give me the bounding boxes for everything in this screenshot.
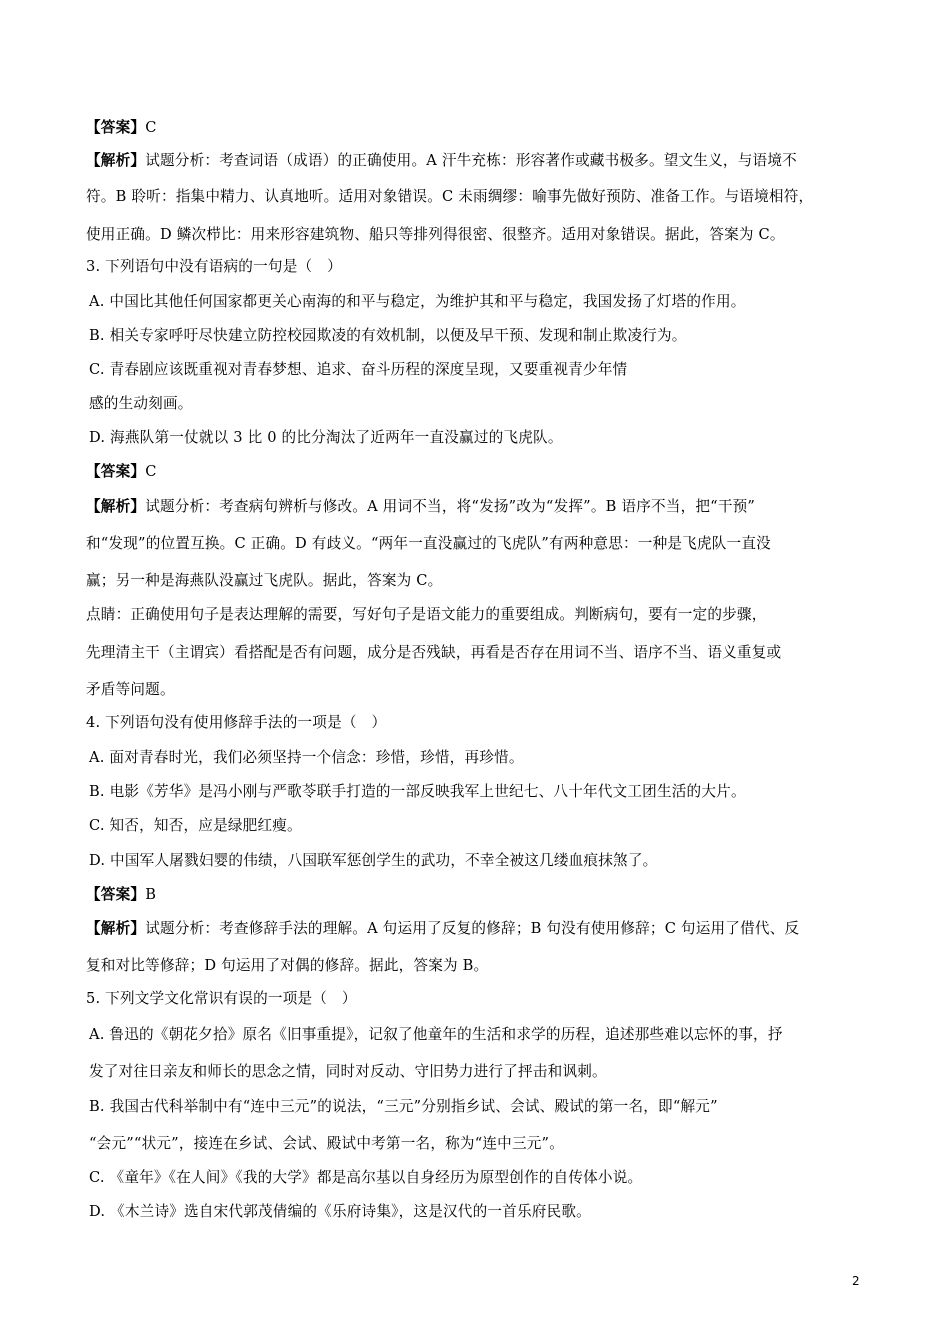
analysis-line: 【解析】试题分析：考查病句辨析与修改。A 用词不当，将“发扬”改为“发挥”。B 语序不当，把“干预” bbox=[86, 498, 756, 515]
page-number: 2 bbox=[852, 1274, 860, 1288]
analysis-line: 赢；另一种是海燕队没赢过飞虎队。据此，答案为 C。 bbox=[86, 572, 443, 589]
option-d: D. 中国军人屠戮妇婴的伟绩，八国联军惩创学生的武功，不幸全被这几缕血痕抹煞了。 bbox=[89, 852, 658, 869]
answer-label: 【答案】C bbox=[86, 463, 157, 480]
option-c-continued: 感的生动刻画。 bbox=[89, 395, 193, 412]
analysis-line: 复和对比等修辞；D 句运用了对偶的修辞。据此，答案为 B。 bbox=[86, 957, 489, 974]
analysis-line: 和“发现”的位置互换。C 正确。D 有歧义。“两年一直没赢过的飞虎队”有两种意思：一种是飞虎队一直没 bbox=[86, 535, 771, 552]
option-d: D. 海燕队第一仗就以 3 比 0 的比分淘汰了近两年一直没赢过的飞虎队。 bbox=[89, 429, 563, 446]
analysis-line: 【解析】试题分析：考查修辞手法的理解。A 句运用了反复的修辞；B 句没有使用修辞；C 句运用了借代、反 bbox=[86, 920, 800, 937]
question-5: 5. 下列文学文化常识有误的一项是（ ） bbox=[86, 990, 357, 1007]
option-a-continued: 发了对往日亲友和师长的思念之情，同时对反动、守旧势力进行了抨击和讽刺。 bbox=[89, 1063, 607, 1080]
option-c: C. 《童年》《在人间》《我的大学》都是高尔基以自身经历为原型创作的自传体小说。 bbox=[89, 1169, 643, 1186]
option-a: A. 中国比其他任何国家都更关心南海的和平与稳定，为维护其和平与稳定，我国发扬了灯塔的作用。 bbox=[89, 293, 746, 310]
analysis-line: 符。B 聆听：指集中精力、认真地听。适用对象错误。C 未雨绸缪：喻事先做好预防、准备工作。与语境相符， bbox=[86, 188, 814, 205]
tip-line: 点睛：正确使用句子是表达理解的需要，写好句子是语文能力的重要组成。判断病句，要有一定的步骤， bbox=[86, 606, 767, 623]
analysis-line: 使用正确。D 鳞次栉比：用来形容建筑物、船只等排列得很密、很整齐。适用对象错误。据此，答案为 C。 bbox=[86, 226, 785, 243]
option-c: C. 知否，知否，应是绿肥红瘦。 bbox=[89, 817, 302, 834]
option-b: B. 相关专家呼吁尽快建立防控校园欺凌的有效机制，以便及早干预、发现和制止欺凌行为。 bbox=[89, 327, 687, 344]
answer-label: 【答案】B bbox=[86, 886, 157, 903]
option-c: C. 青春剧应该既重视对青春梦想、追求、奋斗历程的深度呈现，又要重视青少年情 bbox=[89, 361, 628, 378]
option-b: B. 我国古代科举制中有“连中三元”的说法，“三元”分别指乡试、会试、殿试的第一名，即“解元” bbox=[89, 1098, 718, 1115]
tip-line: 先理清主干（主谓宾）看搭配是否有问题，成分是否残缺，再看是否存在用词不当、语序不当、语义重复或 bbox=[86, 644, 782, 661]
analysis-line: 【解析】试题分析：考查词语（成语）的正确使用。A 汗牛充栋：形容著作或藏书极多。望文生义，与语境不 bbox=[86, 152, 797, 169]
answer-label: 【答案】C bbox=[86, 119, 157, 136]
question-4: 4. 下列语句没有使用修辞手法的一项是（ ） bbox=[86, 714, 387, 731]
option-a: A. 面对青春时光，我们必须坚持一个信念：珍惜，珍惜，再珍惜。 bbox=[89, 749, 524, 766]
option-b-continued: “会元”“状元”，接连在乡试、会试、殿试中考第一名，称为“连中三元”。 bbox=[89, 1135, 564, 1152]
option-d: D. 《木兰诗》选自宋代郭茂倩编的《乐府诗集》，这是汉代的一首乐府民歌。 bbox=[89, 1203, 591, 1220]
tip-line: 矛盾等问题。 bbox=[86, 681, 175, 698]
question-3: 3. 下列语句中没有语病的一句是（ ） bbox=[86, 258, 342, 275]
option-b: B. 电影《芳华》是冯小刚与严歌苓联手打造的一部反映我军上世纪七、八十年代文工团生活的大片。 bbox=[89, 783, 746, 800]
option-a: A. 鲁迅的《朝花夕拾》原名《旧事重提》，记叙了他童年的生活和求学的历程，追述那些难以忘怀的事，抒 bbox=[89, 1026, 783, 1043]
